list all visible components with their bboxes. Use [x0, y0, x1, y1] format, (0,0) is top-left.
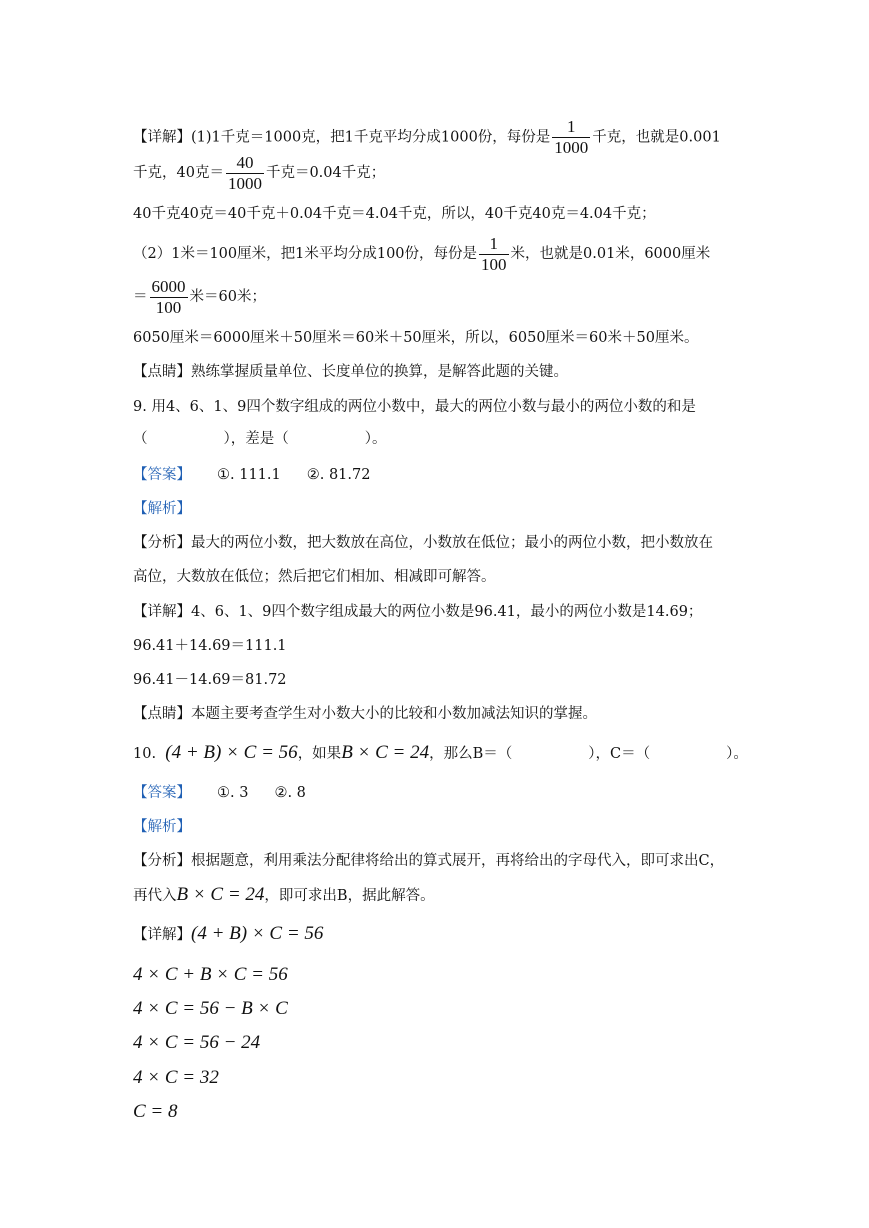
question-10-step-2: 4 × C = 56 − B × C — [133, 998, 288, 1019]
question-9-answer — [133, 464, 370, 486]
question-10-step-5: C = 8 — [133, 1101, 178, 1122]
fraction-1-over-100 — [479, 234, 509, 275]
text: 【详解】 — [133, 927, 191, 943]
text: ，那么B＝（ — [429, 746, 513, 762]
question-number: 10. — [133, 746, 157, 762]
equation: B × C = 24 — [176, 884, 265, 905]
text: 【详解】(1)1千克＝1000克，把1千克平均分成1000份，每份是 — [133, 129, 551, 146]
equation: B × C = 24 — [341, 742, 430, 763]
question-10-xiangjie — [133, 920, 323, 949]
numerator: 40 — [226, 153, 264, 174]
equation: (4 + B) × C = 56 — [165, 742, 298, 763]
text: ），差是（ — [223, 431, 289, 447]
question-10-jiexi-label: 【解析】 — [133, 819, 191, 835]
detail-line-5 — [133, 276, 266, 318]
question-9-fenxi-line-2: 高位，大数放在低位；然后把它们相加、相减即可解答。 — [133, 569, 496, 585]
fraction-40-over-1000 — [226, 153, 264, 194]
text: ）。 — [364, 431, 387, 447]
detail-line-2 — [133, 152, 385, 194]
question-10-fenxi-line-2 — [133, 881, 435, 910]
answer-label: 【答案】 — [133, 467, 191, 483]
detail-line-3: 40千克40克＝40千克＋0.04千克＝4.04千克，所以，40千克40克＝4.04千克； — [133, 206, 656, 222]
denominator: 100 — [155, 297, 182, 317]
question-10-step-4: 4 × C = 32 — [133, 1067, 219, 1088]
dianjing-line: 【点睛】熟练掌握质量单位、长度单位的换算，是解答此题的关键。 — [133, 364, 568, 380]
answer-1: ①. 3 — [217, 785, 249, 801]
numerator: 6000 — [151, 276, 186, 296]
text: 再代入 — [133, 888, 177, 904]
question-9-calc-1: 96.41＋14.69＝111.1 — [133, 638, 287, 654]
text: 千克，也就是0.001 — [592, 129, 721, 146]
question-9-line-1: 9. 用4、6、1、9四个数字组成的两位小数中，最大的两位小数与最小的两位小数的和是 — [133, 399, 696, 415]
detail-line-4 — [133, 233, 710, 275]
question-9-line-2 — [133, 428, 387, 450]
text: 千克，40克＝ — [133, 165, 224, 181]
question-10-step-3: 4 × C = 56 − 24 — [133, 1032, 261, 1053]
question-9-dianjing: 【点睛】本题主要考查学生对小数大小的比较和小数加减法知识的掌握。 — [133, 706, 597, 722]
fraction-6000-over-100 — [150, 277, 188, 318]
answer-1: ①. 111.1 — [217, 467, 281, 483]
text: ）。 — [726, 746, 748, 762]
question-9-xiangjie: 【详解】4、6、1、9四个数字组成最大的两位小数是96.41，最小的两位小数是14.69； — [133, 604, 703, 620]
text: 千克＝0.04千克； — [265, 165, 386, 181]
text: 米，也就是0.01米，6000厘米 — [510, 246, 711, 262]
text: 米＝60米； — [189, 289, 266, 305]
detail-line-6: 6050厘米＝6000厘米＋50厘米＝60米＋50厘米，所以，6050厘米＝60米＋50厘米。 — [133, 330, 699, 346]
question-9-fenxi-line-1: 【分析】最大的两位小数，把大数放在高位，小数放在低位；最小的两位小数，把小数放在 — [133, 535, 713, 551]
text: ），C＝（ — [588, 746, 651, 762]
question-10-fenxi-line-1: 【分析】根据题意，利用乘法分配律将给出的算式展开，再将给出的字母代入，即可求出C， — [133, 853, 725, 869]
question-10-answer — [133, 782, 306, 804]
denominator: 1000 — [554, 138, 589, 157]
answer-2: ②. 81.72 — [306, 467, 371, 483]
text: ＝ — [133, 289, 148, 305]
question-9-calc-2: 96.41－14.69＝81.72 — [133, 672, 287, 688]
denominator: 1000 — [227, 173, 262, 193]
numerator: 1 — [479, 234, 509, 255]
text: （2）1米＝100厘米，把1米平均分成100份，每份是 — [133, 246, 478, 262]
equation: (4 + B) × C = 56 — [191, 923, 324, 944]
text: ，即可求出B，据此解答。 — [264, 888, 435, 904]
answer-label: 【答案】 — [133, 785, 191, 801]
answer-2: ②. 8 — [274, 785, 306, 801]
question-10-step-1: 4 × C + B × C = 56 — [133, 964, 288, 985]
question-10-stem — [133, 738, 748, 769]
fraction-1-over-1000 — [552, 117, 590, 158]
text: （ — [133, 431, 148, 447]
text: ，如果 — [297, 746, 342, 762]
question-9-jiexi-label: 【解析】 — [133, 501, 191, 517]
denominator: 100 — [481, 254, 507, 274]
numerator: 1 — [552, 117, 590, 138]
